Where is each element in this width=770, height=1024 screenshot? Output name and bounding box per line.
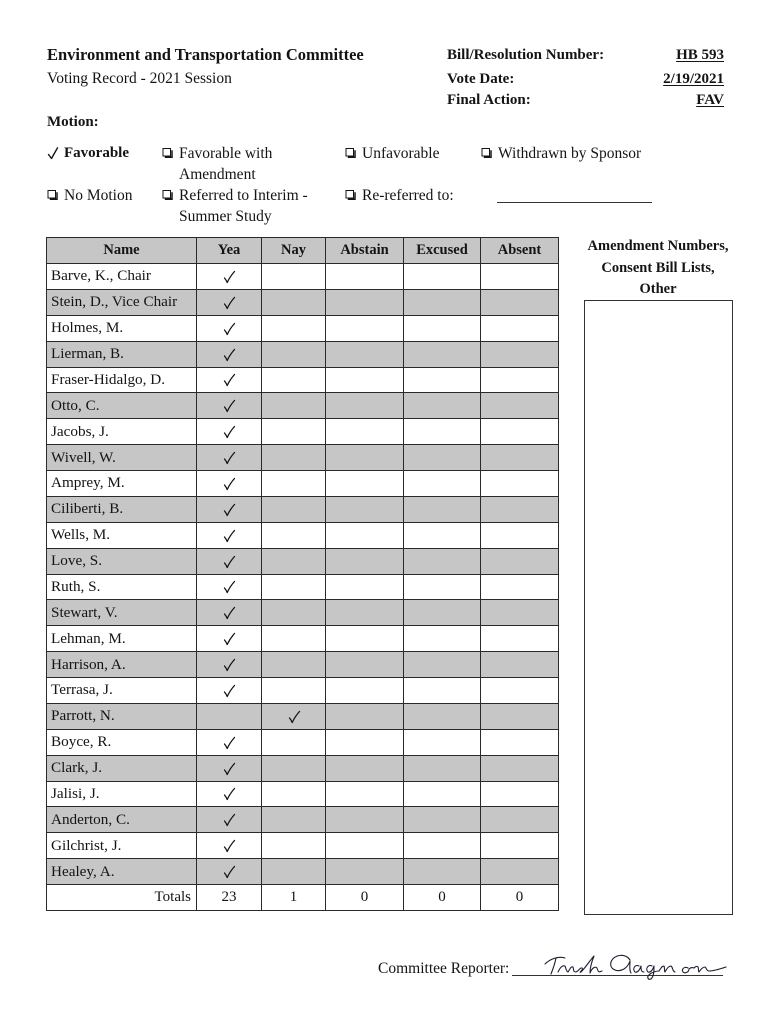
column-header-yea: Yea	[197, 238, 262, 264]
table-row	[47, 445, 559, 471]
totals-label: Totals	[47, 885, 197, 911]
vote-cell-abstain	[326, 367, 404, 393]
checkmark-icon	[222, 529, 236, 543]
table-header-row	[47, 238, 559, 264]
vote-cell-absent	[481, 496, 559, 522]
vote-date-label: Vote Date:	[447, 71, 515, 87]
table-row	[47, 393, 559, 419]
vote-cell-abstain	[326, 315, 404, 341]
vote-cell-nay	[262, 833, 326, 859]
vote-cell-excused	[404, 729, 481, 755]
vote-cell-excused	[404, 652, 481, 678]
vote-cell-abstain	[326, 419, 404, 445]
vote-cell-abstain	[326, 652, 404, 678]
motion-option-label: Withdrawn by Sponsor	[498, 144, 642, 162]
member-name: Jacobs, J.	[47, 419, 197, 445]
member-name: Ruth, S.	[47, 574, 197, 600]
member-name: Parrott, N.	[47, 703, 197, 729]
checkmark-icon	[222, 658, 236, 672]
vote-cell-yea	[197, 678, 262, 704]
vote-cell-nay	[262, 496, 326, 522]
vote-cell-nay	[262, 574, 326, 600]
table-row	[47, 626, 559, 652]
vote-cell-yea	[197, 781, 262, 807]
checkbox-glyph	[162, 147, 174, 159]
checkmark-icon	[222, 296, 236, 310]
vote-cell-yea	[197, 833, 262, 859]
vote-cell-nay	[262, 341, 326, 367]
vote-cell-absent	[481, 471, 559, 497]
vote-cell-abstain	[326, 496, 404, 522]
checkmark-icon	[222, 736, 236, 750]
vote-cell-nay	[262, 445, 326, 471]
vote-cell-yea	[197, 574, 262, 600]
vote-cell-absent	[481, 264, 559, 290]
vote-cell-yea	[197, 264, 262, 290]
vote-cell-nay	[262, 471, 326, 497]
member-name: Anderton, C.	[47, 807, 197, 833]
checkmark-icon	[222, 270, 236, 284]
checkmark-icon	[222, 555, 236, 569]
member-name: Fraser-Hidalgo, D.	[47, 367, 197, 393]
member-name: Lierman, B.	[47, 341, 197, 367]
vote-cell-yea	[197, 367, 262, 393]
vote-cell-yea	[197, 600, 262, 626]
vote-cell-absent	[481, 703, 559, 729]
checkmark-icon	[222, 684, 236, 698]
table-row	[47, 859, 559, 885]
vote-cell-absent	[481, 445, 559, 471]
vote-cell-absent	[481, 600, 559, 626]
table-row	[47, 419, 559, 445]
vote-cell-abstain	[326, 574, 404, 600]
table-row	[47, 833, 559, 859]
vote-cell-abstain	[326, 445, 404, 471]
vote-cell-excused	[404, 393, 481, 419]
vote-cell-absent	[481, 393, 559, 419]
motion-option-label: Referred to Interim - Summer Study	[179, 186, 308, 225]
vote-cell-yea	[197, 315, 262, 341]
vote-cell-yea	[197, 548, 262, 574]
column-header-abstain: Abstain	[326, 238, 404, 264]
table-row	[47, 264, 559, 290]
checkmark-icon	[222, 606, 236, 620]
motion-option-no-motion	[47, 185, 132, 206]
table-row	[47, 471, 559, 497]
vote-cell-nay	[262, 393, 326, 419]
checkbox-glyph	[162, 189, 174, 201]
vote-date-value: 2/19/2021	[663, 71, 724, 87]
vote-cell-nay	[262, 755, 326, 781]
checkbox-glyph	[345, 147, 357, 159]
vote-cell-nay	[262, 600, 326, 626]
vote-cell-absent	[481, 781, 559, 807]
vote-cell-abstain	[326, 600, 404, 626]
vote-cell-yea	[197, 522, 262, 548]
vote-cell-excused	[404, 496, 481, 522]
vote-cell-absent	[481, 341, 559, 367]
bill-number-value: HB 593	[676, 47, 724, 63]
vote-cell-absent	[481, 419, 559, 445]
vote-cell-nay	[262, 264, 326, 290]
vote-cell-abstain	[326, 833, 404, 859]
motion-option-label: Favorable	[64, 144, 129, 161]
column-header-nay: Nay	[262, 238, 326, 264]
checkbox-icon	[47, 185, 64, 206]
vote-cell-yea	[197, 419, 262, 445]
vote-cell-nay	[262, 859, 326, 885]
vote-cell-excused	[404, 781, 481, 807]
checkbox-icon	[162, 185, 179, 206]
table-row	[47, 341, 559, 367]
member-name: Wivell, W.	[47, 445, 197, 471]
vote-cell-abstain	[326, 678, 404, 704]
vote-cell-excused	[404, 341, 481, 367]
vote-cell-abstain	[326, 522, 404, 548]
member-name: Clark, J.	[47, 755, 197, 781]
member-name: Stewart, V.	[47, 600, 197, 626]
vote-cell-absent	[481, 522, 559, 548]
re-referred-blank-line	[497, 202, 652, 203]
total-nay: 1	[262, 885, 326, 911]
motion-option-favorable	[47, 143, 129, 164]
vote-cell-yea	[197, 445, 262, 471]
vote-cell-excused	[404, 548, 481, 574]
member-name: Terrasa, J.	[47, 678, 197, 704]
vote-cell-yea	[197, 626, 262, 652]
vote-cell-yea	[197, 341, 262, 367]
vote-cell-excused	[404, 703, 481, 729]
vote-cell-yea	[197, 652, 262, 678]
vote-cell-yea	[197, 859, 262, 885]
vote-cell-yea	[197, 703, 262, 729]
vote-cell-excused	[404, 833, 481, 859]
member-name: Boyce, R.	[47, 729, 197, 755]
checkbox-icon	[345, 185, 362, 206]
vote-cell-nay	[262, 315, 326, 341]
vote-cell-nay	[262, 729, 326, 755]
checkbox-glyph	[345, 189, 357, 201]
member-name: Harrison, A.	[47, 652, 197, 678]
vote-cell-absent	[481, 807, 559, 833]
vote-cell-nay	[262, 419, 326, 445]
vote-cell-yea	[197, 496, 262, 522]
vote-cell-excused	[404, 367, 481, 393]
table-row	[47, 781, 559, 807]
vote-cell-excused	[404, 600, 481, 626]
vote-table	[46, 237, 559, 911]
vote-cell-yea	[197, 471, 262, 497]
vote-cell-yea	[197, 807, 262, 833]
checkmark-icon	[47, 143, 64, 164]
member-name: Ciliberti, B.	[47, 496, 197, 522]
checkmark-icon	[222, 322, 236, 336]
table-row	[47, 703, 559, 729]
vote-cell-excused	[404, 574, 481, 600]
vote-cell-nay	[262, 626, 326, 652]
vote-cell-abstain	[326, 393, 404, 419]
bill-number-label: Bill/Resolution Number:	[447, 47, 605, 63]
table-row	[47, 315, 559, 341]
vote-cell-excused	[404, 678, 481, 704]
vote-cell-abstain	[326, 471, 404, 497]
vote-cell-abstain	[326, 626, 404, 652]
checkbox-glyph	[481, 147, 493, 159]
checkmark-icon	[287, 710, 301, 724]
vote-cell-abstain	[326, 289, 404, 315]
vote-cell-abstain	[326, 703, 404, 729]
member-name: Jalisi, J.	[47, 781, 197, 807]
committee-reporter-label: Committee Reporter:	[378, 960, 510, 977]
motion-option-re-referred	[345, 185, 454, 206]
vote-cell-excused	[404, 471, 481, 497]
vote-cell-abstain	[326, 548, 404, 574]
vote-cell-absent	[481, 315, 559, 341]
table-row	[47, 367, 559, 393]
vote-cell-yea	[197, 729, 262, 755]
vote-cell-abstain	[326, 729, 404, 755]
checkmark-icon	[222, 580, 236, 594]
vote-cell-yea	[197, 289, 262, 315]
reporter-signature	[538, 947, 730, 981]
vote-cell-excused	[404, 626, 481, 652]
table-row	[47, 548, 559, 574]
member-name: Wells, M.	[47, 522, 197, 548]
vote-cell-excused	[404, 419, 481, 445]
table-row	[47, 289, 559, 315]
vote-cell-abstain	[326, 781, 404, 807]
vote-cell-excused	[404, 264, 481, 290]
table-row	[47, 574, 559, 600]
motion-option-favorable-with-amendment	[162, 143, 311, 185]
checkmark-icon	[222, 839, 236, 853]
motion-option-referred-interim	[162, 185, 311, 227]
vote-cell-absent	[481, 833, 559, 859]
checkmark-icon	[222, 865, 236, 879]
motion-option-label: Favorable with Amendment	[179, 144, 273, 183]
member-name: Love, S.	[47, 548, 197, 574]
vote-cell-nay	[262, 548, 326, 574]
final-action-value: FAV	[696, 92, 724, 108]
total-excused: 0	[404, 885, 481, 911]
motion-option-withdrawn	[481, 143, 641, 164]
vote-cell-excused	[404, 755, 481, 781]
vote-cell-nay	[262, 522, 326, 548]
checkbox-icon	[345, 143, 362, 164]
column-header-absent: Absent	[481, 238, 559, 264]
motion-option-unfavorable	[345, 143, 439, 164]
checkbox-icon	[162, 143, 179, 164]
total-abstain: 0	[326, 885, 404, 911]
table-row	[47, 729, 559, 755]
checkbox-glyph	[47, 189, 59, 201]
table-row	[47, 678, 559, 704]
committee-title: Environment and Transportation Committee	[47, 45, 364, 64]
checkmark-icon	[222, 373, 236, 387]
vote-cell-excused	[404, 289, 481, 315]
motion-label: Motion:	[47, 114, 99, 130]
checkmark-glyph	[47, 146, 59, 160]
vote-cell-absent	[481, 859, 559, 885]
member-name: Stein, D., Vice Chair	[47, 289, 197, 315]
checkmark-icon	[222, 632, 236, 646]
vote-cell-absent	[481, 289, 559, 315]
vote-table-body	[47, 264, 559, 885]
checkmark-icon	[222, 425, 236, 439]
table-row	[47, 522, 559, 548]
vote-cell-nay	[262, 781, 326, 807]
vote-cell-abstain	[326, 341, 404, 367]
vote-cell-absent	[481, 548, 559, 574]
vote-cell-excused	[404, 522, 481, 548]
vote-cell-nay	[262, 289, 326, 315]
vote-cell-excused	[404, 859, 481, 885]
vote-cell-nay	[262, 807, 326, 833]
table-row	[47, 600, 559, 626]
member-name: Holmes, M.	[47, 315, 197, 341]
vote-cell-nay	[262, 367, 326, 393]
table-row	[47, 807, 559, 833]
vote-cell-excused	[404, 807, 481, 833]
member-name: Gilchrist, J.	[47, 833, 197, 859]
vote-cell-abstain	[326, 755, 404, 781]
vote-cell-absent	[481, 678, 559, 704]
total-yea: 23	[197, 885, 262, 911]
side-panel-heading: Amendment Numbers, Consent Bill Lists, Other	[587, 238, 729, 297]
member-name: Lehman, M.	[47, 626, 197, 652]
vote-cell-absent	[481, 755, 559, 781]
vote-cell-absent	[481, 626, 559, 652]
checkmark-icon	[222, 503, 236, 517]
session-subtitle: Voting Record - 2021 Session	[47, 70, 232, 87]
motion-option-label: No Motion	[64, 186, 133, 204]
member-name: Barve, K., Chair	[47, 264, 197, 290]
side-panel-box	[584, 300, 733, 915]
checkbox-icon	[481, 143, 498, 164]
checkmark-icon	[222, 762, 236, 776]
checkmark-icon	[222, 451, 236, 465]
table-row	[47, 755, 559, 781]
final-action-label: Final Action:	[447, 92, 531, 108]
table-row	[47, 652, 559, 678]
vote-cell-excused	[404, 445, 481, 471]
checkmark-icon	[222, 348, 236, 362]
vote-cell-abstain	[326, 264, 404, 290]
checkmark-icon	[222, 813, 236, 827]
motion-option-label: Re-referred to:	[362, 186, 454, 204]
vote-cell-abstain	[326, 859, 404, 885]
column-header-excused: Excused	[404, 238, 481, 264]
checkmark-icon	[222, 787, 236, 801]
total-absent: 0	[481, 885, 559, 911]
vote-cell-yea	[197, 755, 262, 781]
vote-cell-nay	[262, 652, 326, 678]
vote-cell-nay	[262, 703, 326, 729]
motion-option-label: Unfavorable	[362, 144, 440, 162]
totals-row	[47, 885, 559, 911]
member-name: Amprey, M.	[47, 471, 197, 497]
vote-cell-excused	[404, 315, 481, 341]
vote-cell-absent	[481, 652, 559, 678]
member-name: Healey, A.	[47, 859, 197, 885]
vote-cell-abstain	[326, 807, 404, 833]
member-name: Otto, C.	[47, 393, 197, 419]
vote-cell-absent	[481, 367, 559, 393]
checkmark-icon	[222, 477, 236, 491]
vote-cell-absent	[481, 574, 559, 600]
vote-cell-nay	[262, 678, 326, 704]
vote-cell-absent	[481, 729, 559, 755]
vote-cell-yea	[197, 393, 262, 419]
column-header-name: Name	[47, 238, 197, 264]
table-row	[47, 496, 559, 522]
checkmark-icon	[222, 399, 236, 413]
